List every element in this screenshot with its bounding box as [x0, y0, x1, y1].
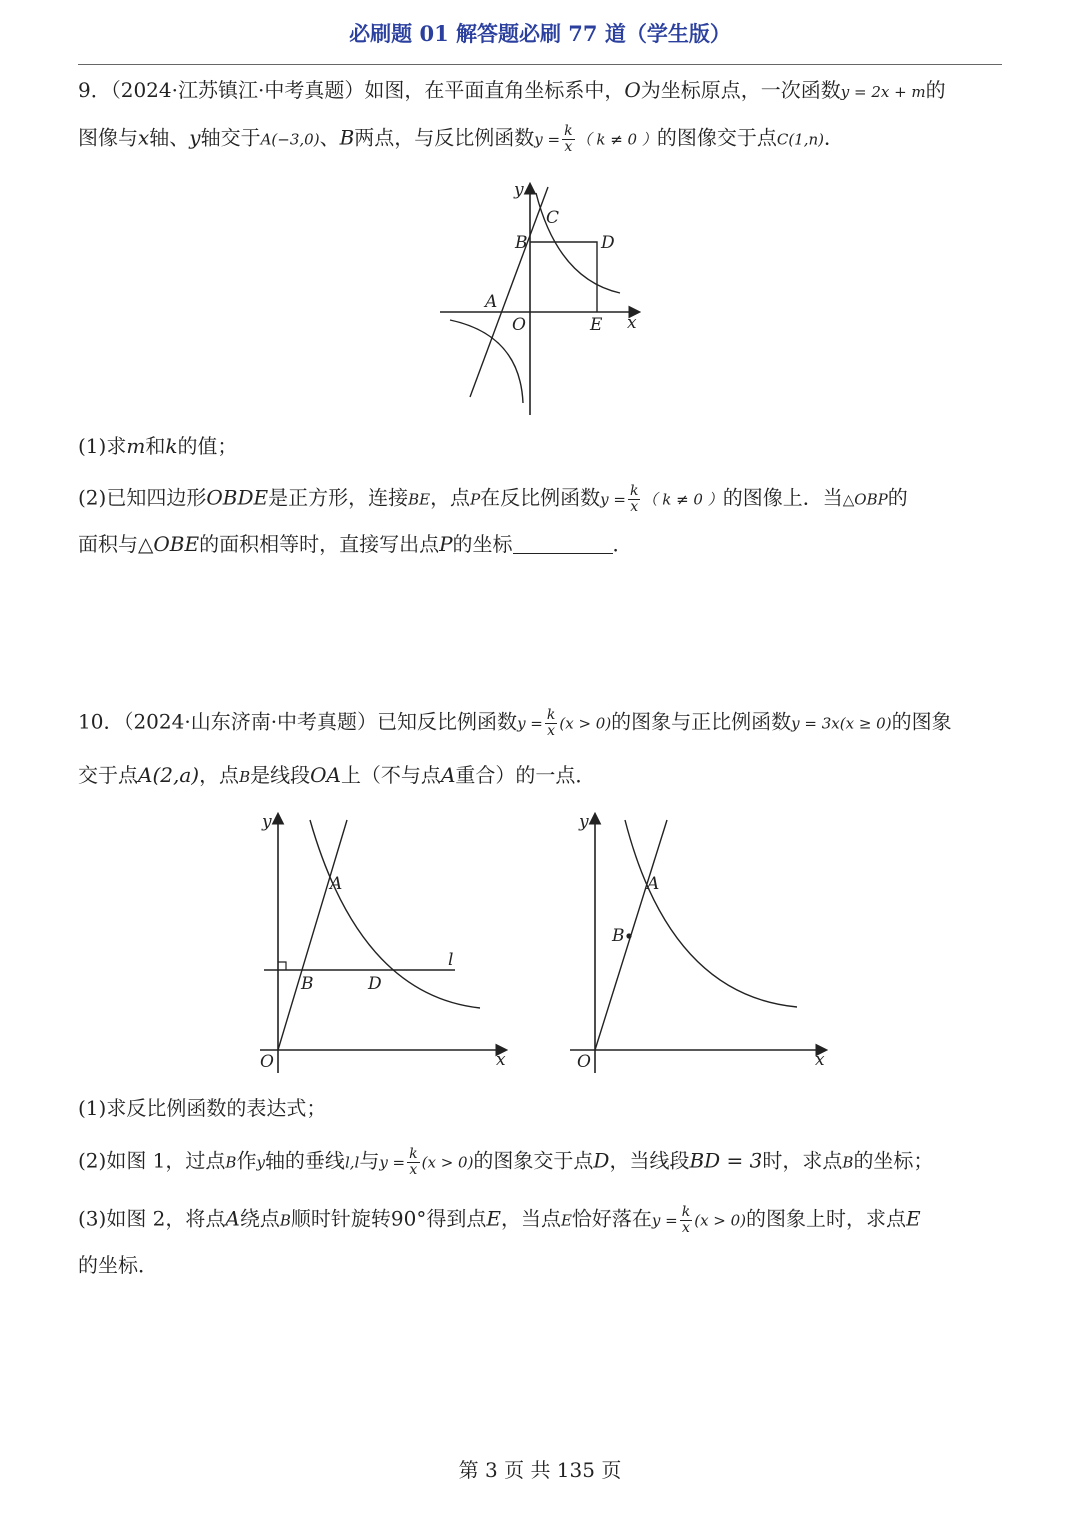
q10-fig1-label-y: y — [262, 812, 272, 832]
q9-text: 图像与 — [78, 125, 138, 150]
q10-part3-line2 — [78, 1255, 1008, 1275]
q10-fig2-label-o: O — [577, 1052, 591, 1072]
q9-text: 的 — [887, 485, 908, 510]
q10-point-a: A — [440, 763, 456, 787]
header-divider — [78, 64, 1002, 65]
q10-part3-line1 — [78, 1205, 1008, 1235]
q10-fraction — [545, 708, 557, 738]
q10-frac-den: x — [409, 1161, 418, 1178]
q9-quad-obde: OBDE — [206, 485, 269, 510]
q9-fig-label-d: D — [601, 233, 615, 253]
q10-y-eq: y = — [651, 1211, 678, 1230]
q9-text: 在反比例函数 — [480, 485, 601, 510]
q10-text: ，当线段 — [609, 1148, 690, 1173]
q9-figure — [430, 175, 650, 420]
q9-part2-line2 — [78, 534, 1008, 554]
q10-text: 的图象 — [891, 709, 952, 734]
q9-y-eq: y = — [534, 130, 561, 149]
q9-text: 的面积相等时，直接写出点 — [199, 532, 440, 556]
q9-tri-obe: △OBE — [138, 532, 200, 556]
q10-text: 10．（2024·山东济南·中考真题）已知反比例函数 — [78, 709, 518, 734]
answer-blank[interactable] — [513, 535, 613, 554]
q9-frac-num: k — [564, 123, 573, 139]
q9-k-condition: （ k ≠ 0 ） — [576, 130, 657, 149]
q9-linear-function: y = 2x + m — [840, 83, 926, 101]
q9-line-ab — [470, 187, 548, 397]
q10-angle: 90° — [390, 1206, 427, 1231]
q10-text: 上（不与点 — [340, 763, 441, 787]
q9-y-eq: y = — [600, 490, 626, 509]
q10-seg-bd: BD = 3 — [689, 1148, 763, 1173]
q10-point-a: A — [225, 1206, 240, 1231]
q9-text: 是正方形，连接 — [268, 485, 409, 510]
q10-text: 重合）的一点． — [455, 763, 596, 787]
q10-point-b: B — [279, 1211, 291, 1230]
page-header-title: 必刷题 01 解答题必刷 77 道（学生版） — [349, 21, 731, 46]
q9-text: ． — [612, 532, 633, 556]
q10-text: 是线段 — [250, 763, 311, 787]
q10-fraction — [407, 1147, 419, 1177]
q10-fig1-line-oa — [278, 820, 347, 1050]
q10-fig1-right-angle — [278, 962, 286, 970]
q10-frac-num: k — [409, 1146, 418, 1162]
q9-text: 为坐标原点，一次函数 — [640, 78, 841, 102]
q9-text: 和 — [145, 434, 166, 458]
q9-text: 轴、 — [149, 125, 190, 150]
q9-part1 — [78, 436, 1008, 456]
q10-text: (3)如图 2，将点 — [78, 1206, 226, 1231]
q9-frac-den: x — [630, 498, 639, 515]
page-footer: 第 3 页 共 135 页 — [458, 1458, 622, 1482]
q9-fraction — [562, 124, 574, 154]
q10-text: 的图象交于点 — [473, 1148, 594, 1173]
q9-origin-symbol: O — [624, 78, 641, 102]
q10-fig2-label-y: y — [579, 812, 589, 832]
q9-fig-label-a: A — [485, 292, 498, 312]
q10-y-eq: y = — [379, 1153, 406, 1172]
q10-fig1-label-l: l — [448, 950, 454, 970]
q10-figure-2 — [565, 805, 840, 1085]
q9-fraction — [628, 484, 640, 514]
q10-frac-den: x — [682, 1219, 690, 1236]
q10-text: 的坐标； — [853, 1148, 934, 1173]
q9-frac-den: x — [564, 138, 573, 155]
q10-fig2-label-x: x — [815, 1050, 825, 1070]
q10-point-b: B — [239, 768, 251, 786]
q10-fig1-label-b: B — [301, 974, 314, 994]
q9-tri-obp: △OBP — [842, 490, 888, 509]
q10-frac-den: x — [547, 722, 556, 739]
q9-text: 的 — [925, 78, 946, 102]
q9-text: 的图像上．当 — [722, 485, 843, 510]
q9-text: ，点 — [430, 485, 471, 510]
q10-text: 恰好落在 — [571, 1206, 652, 1231]
q9-text: (1)求 — [78, 434, 127, 458]
q10-fig2-point-b — [626, 933, 631, 938]
q10-text: 与 — [359, 1148, 380, 1173]
q9-seg-be: BE — [408, 490, 431, 509]
q9-k-symbol: k — [165, 434, 178, 458]
q10-y-symbol: y — [256, 1153, 265, 1172]
q10-fraction — [680, 1205, 692, 1235]
q9-x-symbol: x — [138, 125, 150, 150]
q10-fig1-label-d: D — [368, 974, 382, 994]
q10-text: 得到点 — [426, 1206, 487, 1231]
q10-point-a: A(2,a) — [138, 763, 200, 787]
q9-text: 、 — [319, 125, 340, 150]
q10-part2 — [78, 1147, 1008, 1177]
q10-condition: (x > 0) — [421, 1153, 474, 1172]
q10-text: (2)如图 1，过点 — [78, 1148, 226, 1173]
q9-text: 轴交于 — [200, 125, 261, 150]
q10-text: ，点 — [199, 763, 240, 787]
q9-k-condition: （ k ≠ 0 ） — [642, 490, 723, 509]
q10-text: 的图象上时，求点 — [746, 1206, 907, 1231]
q10-fig1-label-a: A — [330, 874, 343, 894]
q9-point-b: B — [339, 125, 355, 150]
q9-fig-label-c: C — [546, 208, 560, 228]
q9-text: 面积与 — [78, 532, 138, 556]
q9-fig-label-e: E — [590, 315, 603, 335]
q9-fig-label-o: O — [512, 315, 526, 335]
q9-fig-label-x: x — [627, 313, 637, 333]
q10-text: 时，求点 — [762, 1148, 843, 1173]
q10-point-e: E — [560, 1211, 572, 1230]
q9-y-symbol: y — [189, 125, 201, 150]
q10-text: 的图象与正比例函数 — [611, 709, 792, 734]
q10-line2 — [78, 765, 1008, 785]
q10-point-b: B — [842, 1153, 854, 1172]
q9-m-symbol: m — [126, 434, 146, 458]
q9-fig-label-b: B — [515, 233, 528, 253]
q10-frac-num: k — [681, 1204, 691, 1220]
q10-point-d: D — [593, 1148, 610, 1173]
q10-point-b: B — [225, 1153, 237, 1172]
q9-text: 的值； — [177, 434, 238, 458]
q10-fig2-label-b: B — [612, 926, 625, 946]
q10-fig1-label-o: O — [260, 1052, 274, 1072]
q10-line-l: l,l — [344, 1153, 360, 1172]
q10-fig1-label-x: x — [496, 1050, 506, 1070]
q10-part1 — [78, 1098, 1008, 1118]
q9-text: 9．（2024·江苏镇江·中考真题）如图，在平面直角坐标系中， — [78, 78, 625, 102]
q9-line2 — [78, 124, 1008, 154]
q10-frac-num: k — [546, 707, 556, 723]
q10-fig1-hyperbola — [310, 820, 480, 1008]
q9-point-p: P — [470, 490, 481, 509]
q10-text: ，当点 — [500, 1206, 561, 1231]
q10-text: 的坐标． — [78, 1253, 158, 1277]
q10-point-e: E — [486, 1206, 501, 1231]
q10-condition: (x > 0) — [559, 714, 612, 733]
q9-frac-num: k — [629, 483, 639, 499]
q9-line1 — [78, 80, 1008, 100]
q9-text: ． — [824, 125, 844, 150]
q10-condition: (x > 0) — [694, 1211, 747, 1230]
q9-point-a: A(−3,0) — [260, 130, 320, 149]
q10-line1 — [78, 708, 1008, 738]
q9-text: 的图像交于点 — [656, 125, 777, 150]
q10-text: 顺时针旋转 — [290, 1206, 391, 1231]
q9-point-p: P — [439, 532, 453, 556]
q9-text: (2)已知四边形 — [78, 485, 207, 510]
q10-text: 交于点 — [78, 763, 138, 787]
q9-part2-line1 — [78, 484, 1008, 514]
q9-fig-label-y: y — [514, 180, 524, 200]
q10-seg-oa: OA — [310, 763, 341, 787]
q10-text: 作 — [236, 1148, 257, 1173]
q10-text: 轴的垂线 — [264, 1148, 345, 1173]
q10-text: 绕点 — [239, 1206, 280, 1231]
q10-fig2-hyperbola — [625, 820, 797, 1007]
q10-figure-1 — [250, 805, 520, 1085]
q10-proportional-function: y = 3x(x ≥ 0) — [791, 714, 892, 733]
q10-y-eq: y = — [517, 714, 543, 733]
q10-point-e: E — [906, 1206, 921, 1231]
q9-square-obde — [530, 242, 597, 312]
q10-fig2-label-a: A — [647, 874, 660, 894]
q9-point-c: C(1,n) — [776, 130, 824, 149]
q9-text: 的坐标 — [452, 532, 513, 556]
q10-text: (1)求反比例函数的表达式； — [78, 1096, 327, 1120]
q9-text: 两点，与反比例函数 — [354, 125, 535, 150]
